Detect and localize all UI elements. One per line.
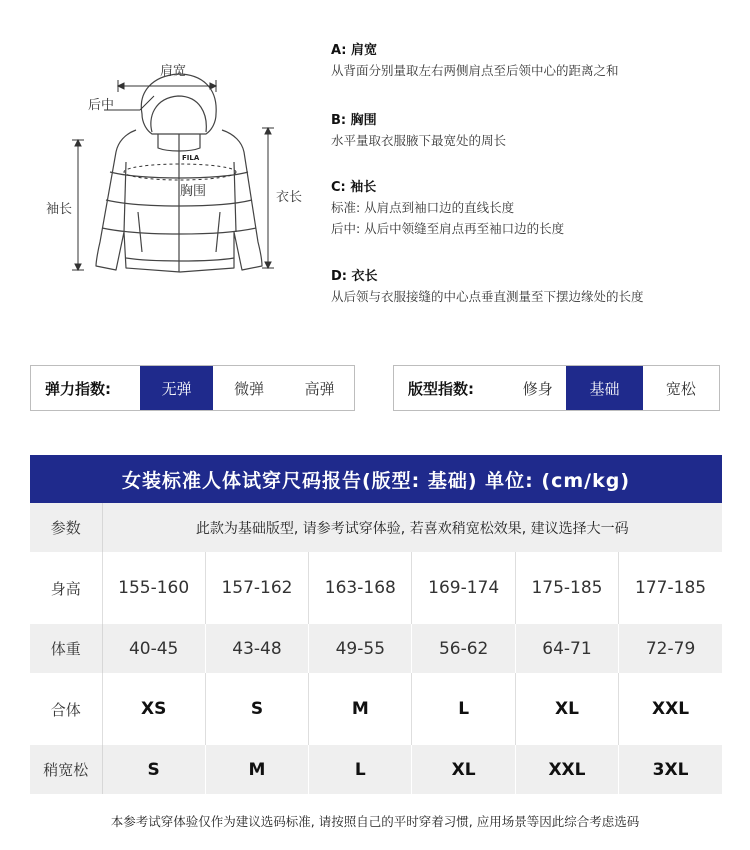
row-header: 稍宽松 [30,745,102,794]
table-cell: XXL [515,745,618,794]
definition-length [331,268,644,307]
definition-title: C: 袖长 [331,180,377,195]
row-header: 合体 [30,673,102,745]
table-cell: XXL [652,699,690,719]
table-row-loose [30,745,722,794]
table-row-weight [30,624,722,673]
back-center-label: 后中 [88,98,115,113]
length-label: 衣长 [276,190,303,205]
row-header: 体重 [30,624,102,673]
fit-option-slim: 修身 [522,379,553,398]
table-cell: 49-55 [309,624,412,673]
table-cell: L [309,745,412,794]
table-cell: 40-45 [102,624,205,673]
definition-title: B: 胸围 [331,113,377,128]
fit-label: 版型指数: [408,379,474,398]
fit-option-loose: 宽松 [665,379,696,398]
table-cell: XL [515,673,618,745]
sleeve-label: 袖长 [46,202,73,217]
jacket-measurement-diagram [30,52,320,292]
table-cell: 43-48 [205,624,308,673]
size-table [30,503,722,794]
size-table-title: 女装标准人体试穿尺码报告(版型: 基础) 单位: (cm/kg) [30,455,722,503]
definition-chest [331,112,506,151]
fit-option-regular: 基础 [566,366,642,410]
table-cell: 64-71 [515,624,618,673]
row-header: 身高 [30,552,102,624]
table-cell: M [205,745,308,794]
table-cell: S [205,673,308,745]
table-cell: L [412,673,515,745]
table-cell: XL [412,745,515,794]
elasticity-option-high: 高弹 [304,379,335,398]
definition-title: D: 衣长 [331,269,378,284]
elasticity-option-none: 无弹 [140,366,212,410]
table-cell: 175-185 [515,552,618,624]
brand-logo: FILA [182,154,200,162]
table-cell: M [309,673,412,745]
table-cell: S [102,745,205,794]
fit-index [393,365,720,411]
table-cell: 155-160 [102,552,205,624]
row-header: 参数 [30,503,102,552]
table-cell: 56-62 [412,624,515,673]
footer-note: 本参考试穿体验仅作为建议选码标准, 请按照自己的平时穿着习惯, 应用场景等因此综合考虑选码 [110,814,640,829]
table-cell: 72-79 [619,624,722,673]
elasticity-index [30,365,355,411]
table-cell: 169-174 [412,552,515,624]
chest-label: 胸围 [180,184,207,199]
table-cell: 3XL [619,745,722,794]
param-note: 此款为基础版型, 请参考试穿体验, 若喜欢稍宽松效果, 建议选择大一码 [102,503,722,552]
definition-text: 从背面分别量取左右两侧肩点至后领中心的距离之和 [331,63,619,78]
jacket-illustration [30,52,320,292]
table-row-fit [30,673,722,745]
definition-title: A: 肩宽 [331,43,378,58]
definition-text: 后中: 从后中领缝至肩点再至袖口边的长度 [331,221,565,236]
table-cell: 163-168 [309,552,412,624]
definition-text: 水平量取衣服腋下最宽处的周长 [331,133,507,148]
table-cell: XS [102,673,205,745]
table-cell: 177-185 [635,578,707,598]
definition-shoulder [331,42,619,81]
definition-sleeve [331,179,564,239]
shoulder-label: 肩宽 [160,64,187,79]
table-row-height [30,552,722,624]
elasticity-label: 弹力指数: [45,379,111,398]
table-row-param [30,503,722,552]
definition-text: 标准: 从肩点到袖口边的直线长度 [331,200,515,215]
definition-text: 从后领与衣服接缝的中心点垂直测量至下摆边缘处的长度 [331,289,644,304]
elasticity-option-slight: 微弹 [234,379,265,398]
table-cell: 157-162 [205,552,308,624]
